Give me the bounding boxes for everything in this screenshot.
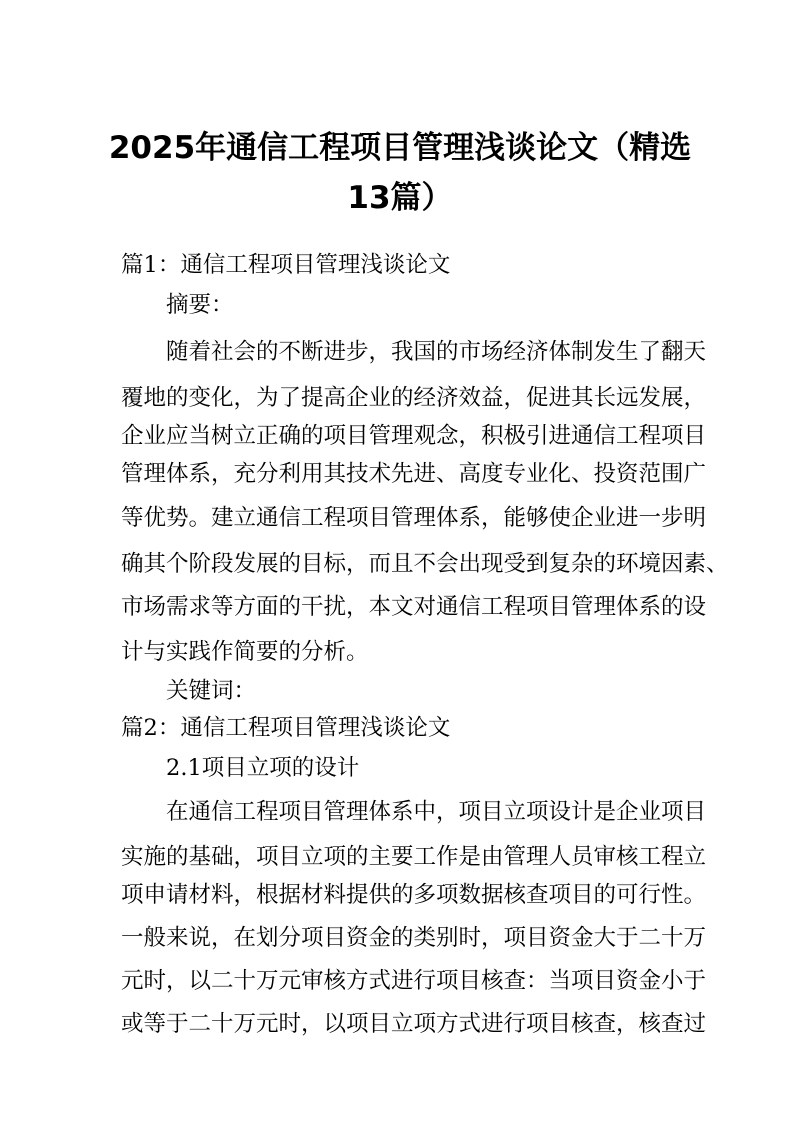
body-line: 计与实践作简要的分析。 <box>121 639 369 665</box>
body-line: 等优势。建立通信工程项目管理体系，能够使企业进一步明 <box>121 505 707 531</box>
keywords-label: 关键词： <box>166 678 257 704</box>
body-line: 随着社会的不断进步，我国的市场经济体制发生了翻天 <box>166 339 707 365</box>
section-heading-1: 篇1：通信工程项目管理浅谈论文 <box>121 252 451 278</box>
body-line: 确其个阶段发展的目标，而且不会出现受到复杂的环境因素、 <box>121 551 729 577</box>
body-line: 实施的基础，项目立项的主要工作是由管理人员审核工程立 <box>121 844 707 870</box>
document-title-line-1: 2025年通信工程项目管理浅谈论文（精选 <box>108 130 692 166</box>
abstract-label: 摘要： <box>166 292 234 318</box>
body-line: 在通信工程项目管理体系中，项目立项设计是企业项目 <box>166 799 707 825</box>
body-line: 或等于二十万元时，以项目立项方式进行项目核查，核查过 <box>121 1011 707 1037</box>
section-heading-2: 篇2：通信工程项目管理浅谈论文 <box>121 715 451 741</box>
body-line: 一般来说，在划分项目资金的类别时，项目资金大于二十万 <box>121 925 707 951</box>
body-line: 市场需求等方面的干扰，本文对通信工程项目管理体系的设 <box>121 594 707 620</box>
body-line: 企业应当树立正确的项目管理观念，积极引进通信工程项目 <box>121 423 707 449</box>
document-title-line-2: 13篇） <box>347 180 453 216</box>
body-line: 管理体系，充分利用其技术先进、高度专业化、投资范围广 <box>121 461 707 487</box>
body-line: 元时，以二十万元审核方式进行项目核查：当项目资金小于 <box>121 968 707 994</box>
subsection-heading: 2.1项目立项的设计 <box>166 755 360 781</box>
body-line: 项申请材料，根据材料提供的多项数据核查项目的可行性。 <box>121 882 707 908</box>
body-line: 覆地的变化，为了提高企业的经济效益，促进其长远发展， <box>121 385 707 411</box>
